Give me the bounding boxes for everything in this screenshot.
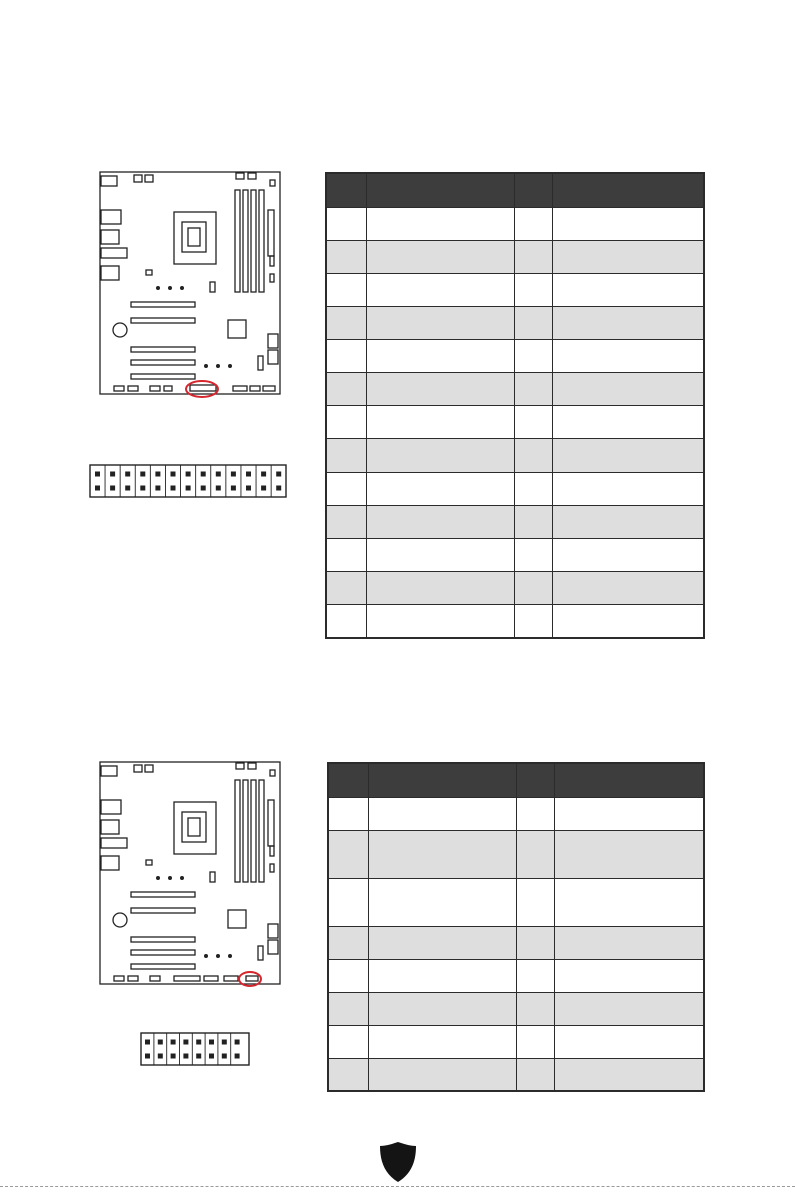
signal-name-cell	[366, 472, 514, 505]
header-pin	[196, 1040, 201, 1045]
pin-number-cell	[514, 340, 552, 373]
pin-number-cell	[516, 926, 554, 959]
pin-table-26	[325, 172, 705, 639]
signal-name-cell	[552, 472, 704, 505]
table-row	[328, 1025, 704, 1058]
header-pin	[171, 486, 176, 491]
table-row	[326, 505, 704, 538]
signal-name-cell	[552, 373, 704, 406]
signal-col-header	[554, 763, 704, 797]
header-pin	[155, 486, 160, 491]
signal-name-cell	[368, 878, 516, 926]
signal-col-header	[368, 763, 516, 797]
header-pin	[222, 1040, 227, 1045]
signal-name-cell	[552, 240, 704, 273]
msi-shield-icon	[378, 1140, 418, 1184]
signal-name-cell	[552, 406, 704, 439]
pin-number-cell	[326, 538, 366, 571]
header-pin	[158, 1040, 163, 1045]
pin-number-cell	[514, 273, 552, 306]
signal-name-cell	[366, 406, 514, 439]
header-pin	[216, 472, 221, 477]
table-row	[326, 538, 704, 571]
signal-name-cell	[366, 306, 514, 339]
pin-number-cell	[326, 273, 366, 306]
header-pin	[261, 472, 266, 477]
table-row	[328, 992, 704, 1025]
header-pin	[186, 486, 191, 491]
pin-number-cell	[514, 572, 552, 605]
signal-name-cell	[368, 797, 516, 830]
header-pin	[95, 472, 100, 477]
pin-number-cell	[514, 439, 552, 472]
pin-number-cell	[326, 505, 366, 538]
header-pin	[276, 472, 281, 477]
signal-name-cell	[554, 926, 704, 959]
pin-number-cell	[328, 830, 368, 878]
pin-table-16	[327, 762, 705, 1092]
pin-number-cell	[326, 207, 366, 240]
header-pin	[125, 486, 130, 491]
pin-number-cell	[514, 240, 552, 273]
table-row	[328, 878, 704, 926]
pin-number-cell	[326, 340, 366, 373]
table-row	[326, 373, 704, 406]
signal-name-cell	[552, 572, 704, 605]
signal-name-cell	[554, 1025, 704, 1058]
pin-col-header	[326, 173, 366, 207]
signal-name-cell	[554, 959, 704, 992]
signal-name-cell	[366, 605, 514, 638]
header-pin	[171, 472, 176, 477]
table-row	[326, 240, 704, 273]
signal-name-cell	[554, 797, 704, 830]
pin-number-cell	[326, 240, 366, 273]
motherboard-diagram-bottom	[98, 760, 284, 990]
pin-number-cell	[514, 207, 552, 240]
header-pin	[235, 1054, 240, 1059]
signal-name-cell	[366, 538, 514, 571]
signal-name-cell	[368, 992, 516, 1025]
signal-name-cell	[366, 240, 514, 273]
signal-name-cell	[366, 439, 514, 472]
signal-name-cell	[554, 878, 704, 926]
pin-number-cell	[514, 538, 552, 571]
header-pin	[110, 486, 115, 491]
header-pin	[209, 1054, 214, 1059]
header-pin	[235, 1040, 240, 1045]
pin-number-cell	[326, 306, 366, 339]
header-pin	[140, 486, 145, 491]
table-row	[326, 439, 704, 472]
table-row	[326, 273, 704, 306]
pin-number-cell	[328, 797, 368, 830]
pin-number-cell	[326, 472, 366, 505]
header-pin	[171, 1040, 176, 1045]
header-pin	[196, 1054, 201, 1059]
pin-number-cell	[328, 878, 368, 926]
signal-name-cell	[366, 273, 514, 306]
table-row	[326, 340, 704, 373]
table-row	[328, 926, 704, 959]
pin-number-cell	[514, 406, 552, 439]
signal-name-cell	[552, 340, 704, 373]
table-row	[328, 830, 704, 878]
signal-name-cell	[368, 830, 516, 878]
pin-number-cell	[328, 1025, 368, 1058]
pin-col-header	[516, 763, 554, 797]
header-pin	[231, 486, 236, 491]
table-row	[326, 605, 704, 638]
header-pin	[158, 1054, 163, 1059]
pin-number-cell	[326, 439, 366, 472]
table-row	[328, 1058, 704, 1091]
pin-number-cell	[328, 959, 368, 992]
pin-number-cell	[516, 878, 554, 926]
header-pin	[216, 486, 221, 491]
header-pin	[261, 486, 266, 491]
header-pin	[201, 486, 206, 491]
header-pin	[125, 472, 130, 477]
header-pin	[140, 472, 145, 477]
table-row	[326, 306, 704, 339]
header-pin	[246, 472, 251, 477]
table-row	[326, 572, 704, 605]
signal-col-header	[366, 173, 514, 207]
signal-name-cell	[552, 207, 704, 240]
header-pin	[246, 486, 251, 491]
header-pin	[231, 472, 236, 477]
pin-number-cell	[326, 605, 366, 638]
signal-name-cell	[366, 207, 514, 240]
signal-name-cell	[552, 538, 704, 571]
table-row	[328, 959, 704, 992]
pin-number-cell	[328, 926, 368, 959]
signal-name-cell	[366, 340, 514, 373]
pin-number-cell	[328, 1058, 368, 1091]
pin-number-cell	[516, 1058, 554, 1091]
pin-number-cell	[326, 373, 366, 406]
signal-name-cell	[366, 373, 514, 406]
signal-name-cell	[552, 439, 704, 472]
pin-number-cell	[514, 472, 552, 505]
signal-name-cell	[366, 572, 514, 605]
pin-number-cell	[516, 797, 554, 830]
pin-number-cell	[514, 505, 552, 538]
signal-name-cell	[554, 1058, 704, 1091]
signal-name-cell	[552, 605, 704, 638]
pin-number-cell	[514, 373, 552, 406]
pin-number-cell	[516, 830, 554, 878]
pin-number-cell	[326, 572, 366, 605]
header-pin	[145, 1054, 150, 1059]
signal-name-cell	[554, 992, 704, 1025]
signal-name-cell	[366, 505, 514, 538]
header-pin	[209, 1040, 214, 1045]
signal-col-header	[552, 173, 704, 207]
pin-number-cell	[328, 992, 368, 1025]
pin-number-cell	[514, 605, 552, 638]
header-pin	[183, 1040, 188, 1045]
pin-number-cell	[514, 306, 552, 339]
pin-number-cell	[326, 406, 366, 439]
signal-name-cell	[368, 926, 516, 959]
signal-name-cell	[368, 1058, 516, 1091]
signal-name-cell	[368, 959, 516, 992]
table-row	[328, 797, 704, 830]
motherboard-diagram-top	[98, 170, 284, 400]
header-pin	[276, 486, 281, 491]
header-pin	[183, 1054, 188, 1059]
signal-name-cell	[554, 830, 704, 878]
signal-name-cell	[368, 1025, 516, 1058]
table-row	[326, 207, 704, 240]
signal-name-cell	[552, 273, 704, 306]
signal-name-cell	[552, 306, 704, 339]
pin-header-26-diagram	[89, 464, 287, 498]
pin-number-cell	[516, 992, 554, 1025]
signal-name-cell	[552, 505, 704, 538]
header-pin	[186, 472, 191, 477]
pin-col-header	[514, 173, 552, 207]
pin-header-16-diagram	[140, 1032, 250, 1066]
header-pin	[222, 1054, 227, 1059]
pin-number-cell	[516, 959, 554, 992]
pin-number-cell	[516, 1025, 554, 1058]
header-pin	[171, 1054, 176, 1059]
header-pin	[145, 1040, 150, 1045]
header-pin	[110, 472, 115, 477]
header-pin	[201, 472, 206, 477]
table-row	[326, 406, 704, 439]
pin-col-header	[328, 763, 368, 797]
page-edge-rule	[0, 1186, 795, 1187]
header-pin	[95, 486, 100, 491]
table-row	[326, 472, 704, 505]
header-pin	[155, 472, 160, 477]
